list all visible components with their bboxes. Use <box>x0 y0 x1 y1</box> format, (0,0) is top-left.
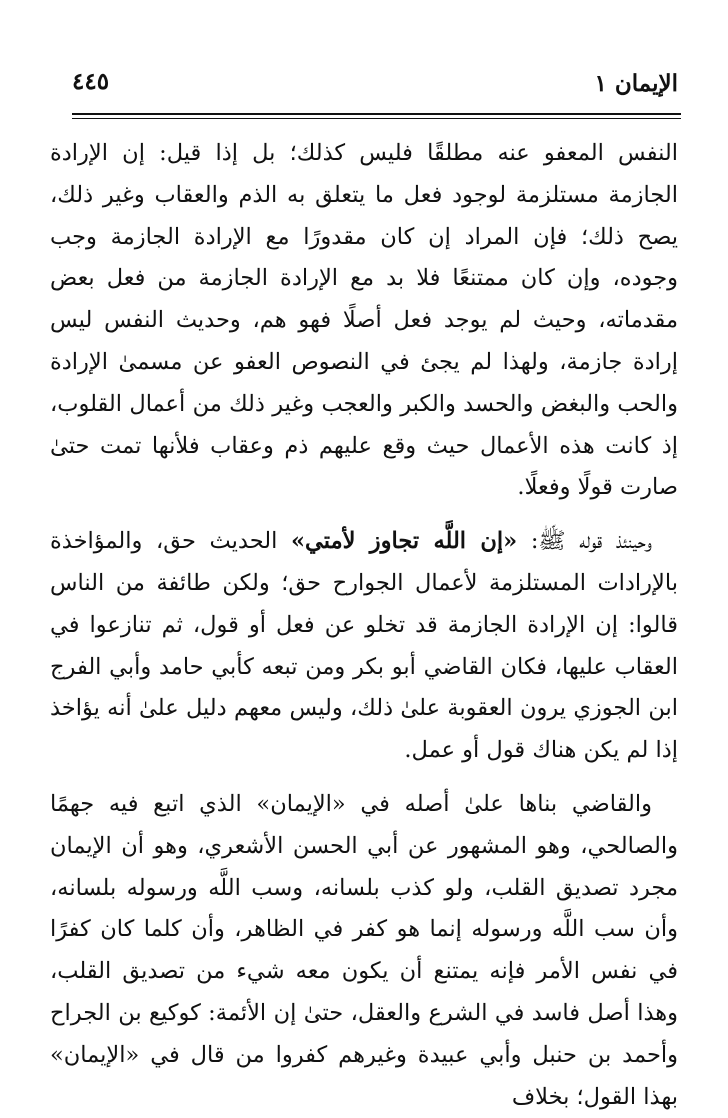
body-text <box>50 133 678 1118</box>
paragraph-2-rest: الحديث حق، والمؤاخذة بالإرادات المستلزمة لأعمال الجوارح حق؛ ولكن طائفة من الناس قالوا: إن الإرادة الجازمة قد تخلو عن فعل أو قول، ثم تنازعوا في العقاب عليها، فكان القاضي أبو بكر ومن تبعه كأبي حامد وأبي الفرج ابن الجوزي يرون العقوبة علىٰ ذلك، وليس معهم دليل علىٰ أنه يؤاخذ إذا لم يكن هناك قول أو عمل. <box>50 528 678 764</box>
paragraph-3: والقاضي بناها علىٰ أصله في «الإيمان» الذي اتبع فيه جهمًا والصالحي، وهو المشهور عن أبي الحسن الأشعري، وهو أن الإيمان مجرد تصديق القلب، ولو كذب بلسانه، وسب اللَّه ورسوله بلسانه، وأن سب اللَّه ورسوله إنما هو كفر في الظاهر، وأن كلما كان كفرًا في نفس الأمر فإنه يمتنع أن يكون معه شيء من تصديق القلب، وهذا أصل فاسد في الشرع والعقل، حتىٰ إن الأئمة: كوكيع بن الجراح وأحمد بن حنبل وأبي عبيدة وغيرهم كفروا من قال في «الإيمان» بهذا القول؛ بخلاف <box>50 790 678 1110</box>
hadith-quote: «إن اللَّه تجاوز لأمتي» <box>290 528 518 555</box>
paragraph-2-intro: وحينئذ قوله ﷺ: <box>517 528 652 555</box>
running-title: الإيمان ١ <box>594 70 678 97</box>
header-divider <box>72 113 681 119</box>
page-number: ٤٤٥ <box>72 68 110 95</box>
paragraph-1: النفس المعفو عنه مطلقًا فليس كذلك؛ بل إذا قيل: إن الإرادة الجازمة مستلزمة لوجود فعل ما يتعلق به الذم والعقاب وغير ذلك، يصح ذلك؛ فإن المراد إن كان مقدورًا مع الإرادة الجازمة وجب وجوده، وإن كان ممتنعًا فلا بد مع الإرادة الجازمة من فعل بعض مقدماته، وحيث لم يوجد فعل أصلًا فهو هم، وحديث النفس ليس إرادة جازمة، ولهذا لم يجئ في النصوص العفو عن مسمىٰ الإرادة والحب والبغض والحسد والكبر والعجب وغير ذلك من أعمال القلوب، إذ كانت هذه الأعمال حيث وقع عليهم ذم وعقاب فلأنها تمت حتىٰ صارت قولًا وفعلًا. <box>50 140 678 501</box>
page-header <box>72 64 678 104</box>
paragraph-2 <box>50 521 678 772</box>
